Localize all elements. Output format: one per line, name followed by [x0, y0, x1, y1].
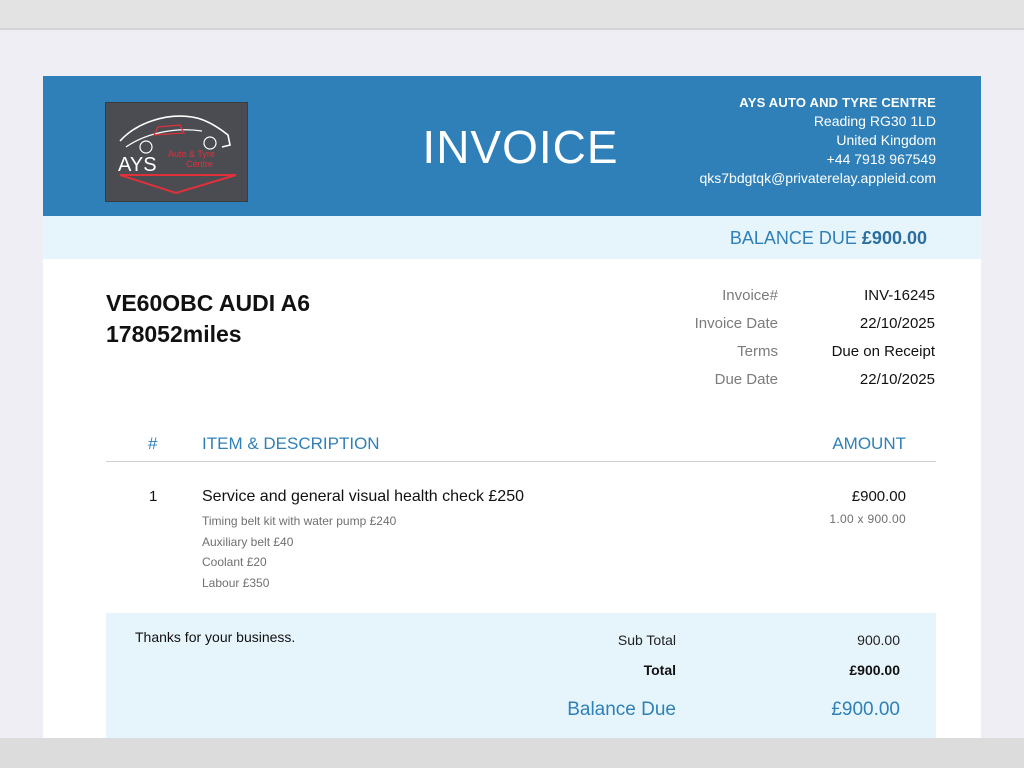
column-header-amount: AMOUNT — [832, 434, 906, 453]
invoice-title: INVOICE — [422, 121, 619, 173]
bottom-bar — [0, 738, 1024, 768]
company-logo — [105, 102, 248, 202]
sub-total-value: 900.00 — [857, 632, 900, 648]
vehicle-info — [106, 288, 310, 350]
meta-value: Due on Receipt — [831, 343, 935, 360]
vehicle-registration: VE60OBC AUDI A6 — [106, 290, 311, 316]
item-detail: Labour £350 — [202, 576, 270, 590]
item-amount: £900.00 — [851, 488, 906, 505]
balance-due-amount: £900.00 — [861, 228, 927, 248]
balance-due-header — [730, 228, 927, 249]
balance-due-row — [106, 699, 936, 723]
item-detail: Timing belt kit with water pump £240 — [202, 514, 397, 528]
meta-value: 22/10/2025 — [859, 315, 935, 332]
meta-label: Invoice Date — [694, 315, 778, 332]
meta-value: 22/10/2025 — [859, 371, 935, 388]
company-name: AYS AUTO AND TYRE CENTRE — [739, 95, 936, 110]
meta-label: Due Date — [714, 371, 778, 388]
meta-row-invoice-date — [643, 315, 935, 343]
meta-row-terms — [643, 343, 935, 371]
item-number: 1 — [149, 488, 158, 505]
item-qty-rate: 1.00 x 900.00 — [829, 512, 906, 526]
column-header-number: # — [148, 434, 158, 453]
company-address: Reading RG30 1LD — [813, 113, 936, 129]
meta-row-due-date — [643, 371, 935, 399]
svg-text:Auto & Tyre: Auto & Tyre — [168, 149, 215, 159]
thanks-note: Thanks for your business. — [135, 629, 296, 645]
total-row — [106, 662, 936, 686]
total-value: £900.00 — [849, 662, 900, 678]
sub-total-row — [106, 632, 936, 656]
item-title: Service and general visual health check £250 — [202, 488, 524, 505]
company-email[interactable]: qks7bdgtqk@privaterelay.appleid.com — [699, 170, 936, 186]
item-detail: Coolant £20 — [202, 555, 267, 569]
invoice-header — [43, 76, 981, 216]
meta-label: Terms — [737, 343, 778, 360]
sub-total-label: Sub Total — [617, 632, 676, 648]
balance-due-row-value: £900.00 — [831, 699, 900, 720]
total-label: Total — [643, 662, 676, 678]
top-toolbar — [0, 0, 1024, 30]
invoice-meta — [643, 287, 935, 399]
meta-label: Invoice# — [722, 287, 778, 304]
company-country: United Kingdom — [836, 132, 936, 148]
svg-text:AYS: AYS — [118, 154, 157, 176]
invoice-summary — [106, 613, 936, 738]
column-header-description: ITEM & DESCRIPTION — [202, 434, 380, 453]
vehicle-mileage: 178052miles — [106, 321, 242, 347]
items-table-header — [106, 432, 936, 462]
meta-row-invoice-number — [643, 287, 935, 315]
balance-due-row-label: Balance Due — [567, 699, 676, 720]
svg-text:Centre: Centre — [186, 159, 214, 169]
company-phone[interactable]: +44 7918 967549 — [826, 151, 936, 167]
company-details — [676, 93, 936, 188]
car-logo-icon — [106, 103, 248, 202]
item-detail: Auxiliary belt £40 — [202, 535, 294, 549]
balance-due-banner — [43, 216, 981, 259]
invoice-document — [43, 76, 981, 738]
meta-value: INV-16245 — [864, 287, 935, 304]
balance-due-label: BALANCE DUE — [729, 228, 857, 248]
